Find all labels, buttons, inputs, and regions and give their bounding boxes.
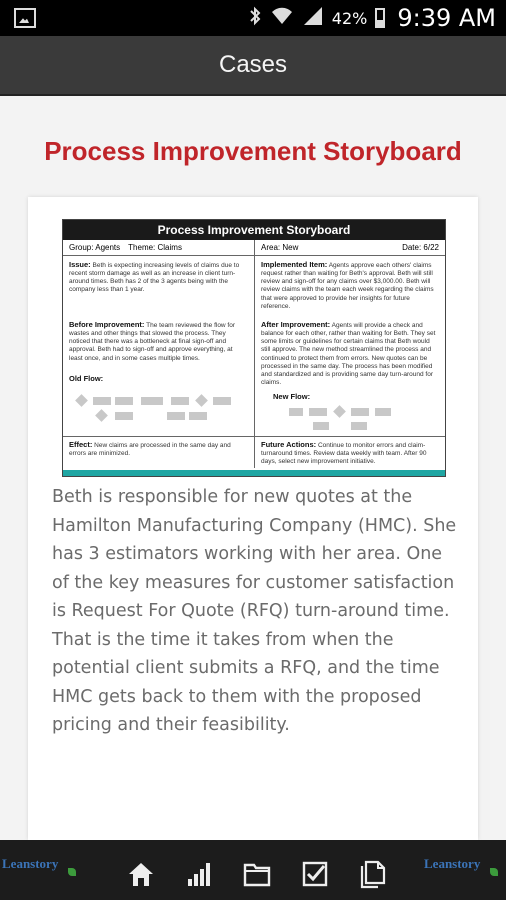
battery-percent: 42% xyxy=(331,8,368,28)
storyboard-group: Group: Agents xyxy=(69,243,121,252)
bluetooth-icon xyxy=(248,6,262,31)
flow-shape xyxy=(167,412,185,420)
storyboard-area: Area: New xyxy=(261,243,299,252)
case-description: Beth is responsible for new quotes at the Hamilton Manufacturing Company (HMC). She has 3 estimators working with her area. One of the key measures for customer satisfaction is Request For Quote (RFQ) turn-around time. That is the time it takes from when the potential client submits a RFQ, and the time HMC gets back to them with the proposed pricing and their feasibility. xyxy=(52,487,457,735)
case-heading: Process Improvement Storyboard xyxy=(44,136,462,166)
implemented-label: Implemented Item: xyxy=(261,260,328,269)
future-text: Continue to monitor errors and claim-turnaround times. Review data weekly with team. After 90 days, select new improvement initiative. xyxy=(261,442,427,466)
storyboard-accent-bar xyxy=(63,470,445,476)
flow-shape xyxy=(309,408,327,416)
sprout-icon xyxy=(68,868,76,876)
before-label: Before Improvement: xyxy=(69,320,145,329)
flow-shape xyxy=(351,422,367,430)
after-block xyxy=(261,320,439,386)
after-text: Agents will provide a check and balance for each other, rather than waiting for Beth. They set some limits or guidelines for certain claims that Beth would still approve. The new method streamlined the process and continued to protect them from errors. New quotes can be processed in the same day. The process has been modified and standardized and is providing same day turn-around for claims. xyxy=(261,322,436,386)
documents-button[interactable] xyxy=(357,858,389,890)
effect-text: New claims are processed in the same day and errors are minimized. xyxy=(69,442,231,458)
app-bar xyxy=(0,36,506,96)
status-icons xyxy=(248,0,496,36)
before-block xyxy=(69,320,248,372)
home-icon xyxy=(126,859,156,889)
folder-button[interactable] xyxy=(241,858,273,890)
folder-icon xyxy=(242,859,272,889)
gallery-icon xyxy=(14,8,36,28)
home-button[interactable] xyxy=(125,858,157,890)
new-flow-label: New Flow: xyxy=(273,392,311,401)
flow-shape xyxy=(213,397,231,405)
logo-text: Leanstory xyxy=(2,856,59,871)
flow-shape xyxy=(289,408,303,416)
documents-icon xyxy=(358,859,388,889)
bottom-nav xyxy=(125,858,389,890)
signal-icon xyxy=(302,6,324,31)
flow-shape xyxy=(115,397,133,405)
flow-shape xyxy=(75,394,88,407)
sprout-icon xyxy=(490,868,498,876)
bottom-bar xyxy=(0,840,506,900)
flow-shape xyxy=(189,412,207,420)
implemented-block xyxy=(261,260,439,314)
flow-shape xyxy=(351,408,369,416)
logo-text: Leanstory xyxy=(424,856,481,871)
issue-block xyxy=(69,260,248,300)
effect-label: Effect: xyxy=(69,440,93,449)
leanstory-logo-right[interactable] xyxy=(424,850,504,882)
wifi-icon xyxy=(270,6,294,31)
storyboard-image[interactable] xyxy=(62,219,446,477)
checklist-button[interactable] xyxy=(299,858,331,890)
after-label: After Improvement: xyxy=(261,320,331,329)
storyboard-meta xyxy=(63,240,445,256)
flow-shape xyxy=(93,397,111,405)
status-bar xyxy=(0,0,506,36)
storyboard-grid xyxy=(63,256,445,468)
issue-text: Beth is expecting increasing levels of claims due to recent storm damage as well as an increase in client turn-around times. Beth has 2 of the 3 agents being with the company less than 1 year. xyxy=(69,262,240,294)
implemented-text: Agents approve each others' claims request rather than waiting for Beth's approval. Beth will still review and sign-off for any claims over $3,000.00. Beth will review claims with the team each week regarding the claims that were approved to provide her insights for future reference. xyxy=(261,262,434,310)
stats-button[interactable] xyxy=(183,858,215,890)
flow-shape xyxy=(333,405,346,418)
effect-cell xyxy=(63,438,254,468)
clock: 9:39 AM xyxy=(397,4,496,32)
storyboard-title: Process Improvement Storyboard xyxy=(63,220,445,240)
flow-shape xyxy=(171,397,189,405)
old-flow-label: Old Flow: xyxy=(69,374,104,383)
stats-icon xyxy=(184,859,214,889)
checkbox-icon xyxy=(300,859,330,889)
flow-shape xyxy=(195,394,208,407)
storyboard-theme: Theme: Claims xyxy=(128,243,182,252)
battery-icon xyxy=(375,8,385,28)
leanstory-logo-left[interactable] xyxy=(2,850,82,882)
case-card xyxy=(28,197,478,840)
storyboard-date: Date: 6/22 xyxy=(402,243,439,252)
flow-shape xyxy=(313,422,329,430)
issue-label: Issue: xyxy=(69,260,91,269)
flow-shape xyxy=(375,408,391,416)
before-text: The team reviewed the flow for wastes and other things that slowed the process. They noticed that there was a bottleneck at final sign-off and approval. Beth had to sign-off and approve everything, at least once, and in some cases multiple times. xyxy=(69,322,236,362)
flow-shape xyxy=(95,409,108,422)
future-block xyxy=(261,440,439,470)
storyboard-divider xyxy=(63,436,445,437)
effect-block xyxy=(69,440,248,470)
app-bar-title: Cases xyxy=(218,51,288,78)
flow-shape xyxy=(115,412,133,420)
flow-shape xyxy=(141,397,163,405)
future-label: Future Actions: xyxy=(261,440,317,449)
future-cell xyxy=(254,438,445,468)
